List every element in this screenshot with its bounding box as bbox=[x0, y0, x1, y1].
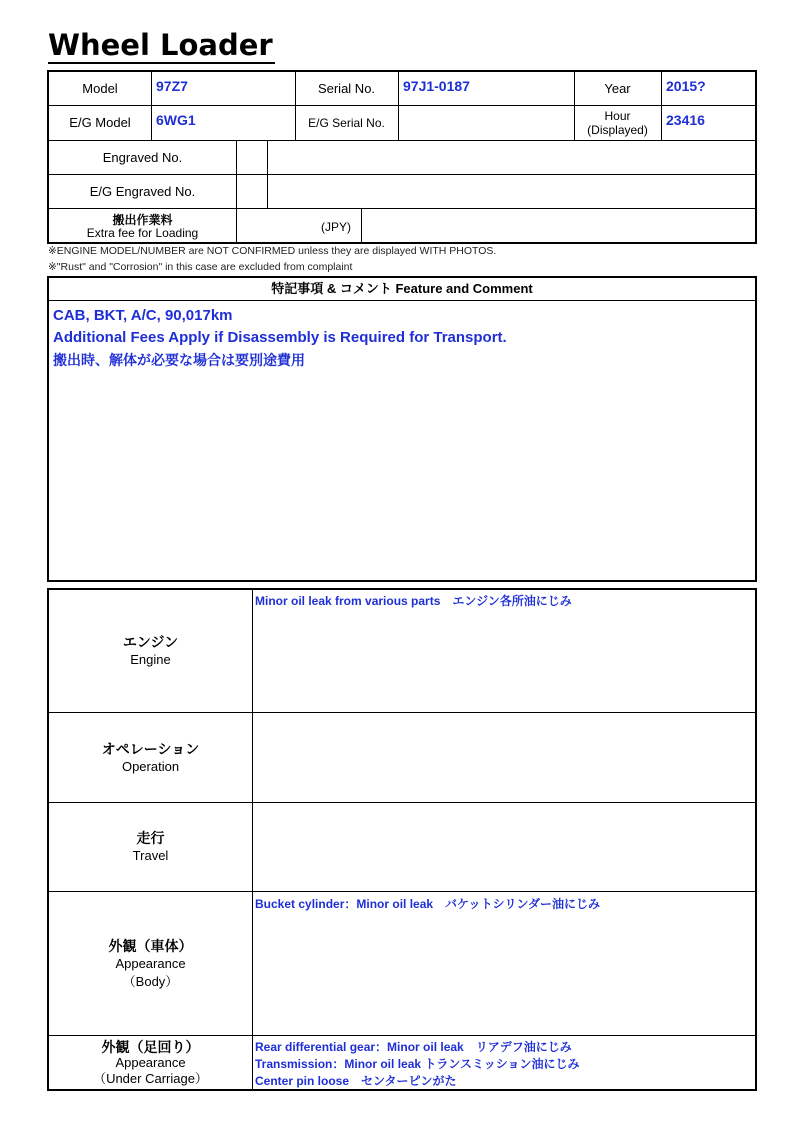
section-engine-en: Engine bbox=[130, 652, 171, 667]
hour-value: 23416 bbox=[666, 112, 705, 128]
section-travel-en: Travel bbox=[132, 848, 169, 863]
section-body-en2: （Body） bbox=[122, 973, 179, 989]
section-engine-jp: エンジン bbox=[122, 634, 179, 650]
eg-serial-value bbox=[398, 106, 579, 140]
loading-fee-label-en: Extra fee for Loading bbox=[86, 225, 199, 240]
section-operation-label bbox=[49, 713, 252, 802]
section-undercarriage-label bbox=[49, 1036, 252, 1089]
year-label: Year bbox=[604, 80, 631, 96]
section-undercarriage-comment-3: Center pin loose センターピンがた bbox=[255, 1074, 457, 1088]
section-undercarriage-comment-1: Rear differential gear：Minor oil leak リアデフ油にじみ bbox=[255, 1040, 572, 1054]
currency-label: (JPY) bbox=[321, 219, 351, 234]
section-body-label bbox=[49, 892, 252, 1035]
feature-comment-box bbox=[47, 276, 757, 582]
note-rust: ※"Rust" and "Corrosion" in this case are excluded from complaint bbox=[48, 261, 353, 273]
loading-fee-label bbox=[49, 209, 236, 244]
section-undercarriage-comment-2: Transmission：Minor oil leak トランスミッション油にじみ bbox=[255, 1057, 580, 1071]
eg-model-label: E/G Model bbox=[69, 115, 131, 130]
vehicle-info-table bbox=[47, 70, 757, 244]
feature-line-3: 搬出時、解体が必要な場合は要別途費用 bbox=[53, 352, 305, 368]
section-undercarriage-jp: 外観（足回り） bbox=[101, 1038, 200, 1055]
hour-label-line2: (Displayed) bbox=[587, 123, 648, 137]
year-value: 2015? bbox=[666, 78, 706, 94]
eg-serial-label: E/G Serial No. bbox=[308, 116, 385, 130]
page-title: Wheel Loader bbox=[48, 28, 273, 62]
section-operation-en: Operation bbox=[121, 758, 180, 774]
note-engine: ※ENGINE MODEL/NUMBER are NOT CONFIRMED unless they are displayed WITH PHOTOS. bbox=[48, 245, 497, 257]
section-undercarriage-en: Appearance bbox=[115, 1054, 186, 1070]
eg-engraved-label: E/G Engraved No. bbox=[89, 183, 196, 199]
feature-header: 特記事項 & コメント Feature and Comment bbox=[49, 278, 755, 301]
model-label: Model bbox=[82, 80, 118, 96]
section-engine-label bbox=[49, 590, 252, 712]
section-body-jp: 外観（車体） bbox=[108, 937, 193, 954]
engraved-label: Engraved No. bbox=[102, 149, 183, 165]
section-undercarriage-en2: （Under Carriage） bbox=[93, 1070, 208, 1086]
hour-label bbox=[574, 106, 661, 140]
loading-fee-label-jp: 搬出作業料 bbox=[112, 212, 173, 227]
section-body-en: Appearance bbox=[115, 955, 186, 971]
section-body-comment-1: Bucket cylinder：Minor oil leak バケットシリンダー油にじみ bbox=[255, 897, 600, 911]
section-travel-jp: 走行 bbox=[136, 830, 165, 846]
section-travel-label bbox=[49, 803, 252, 891]
inspection-table bbox=[47, 588, 757, 1091]
eg-model-value: 6WG1 bbox=[156, 112, 196, 128]
model-value: 97Z7 bbox=[156, 78, 188, 94]
feature-line-1: CAB, BKT, A/C, 90,017km bbox=[53, 307, 233, 324]
serial-value: 97J1-0187 bbox=[403, 78, 470, 94]
feature-line-2: Additional Fees Apply if Disassembly is Required for Transport. bbox=[53, 329, 507, 346]
hour-label-line1: Hour bbox=[604, 109, 631, 123]
section-engine-comment-1: Minor oil leak from various parts エンジン各所油にじみ bbox=[255, 594, 572, 608]
section-operation-jp: オペレーション bbox=[101, 740, 200, 757]
serial-label: Serial No. bbox=[317, 80, 376, 96]
